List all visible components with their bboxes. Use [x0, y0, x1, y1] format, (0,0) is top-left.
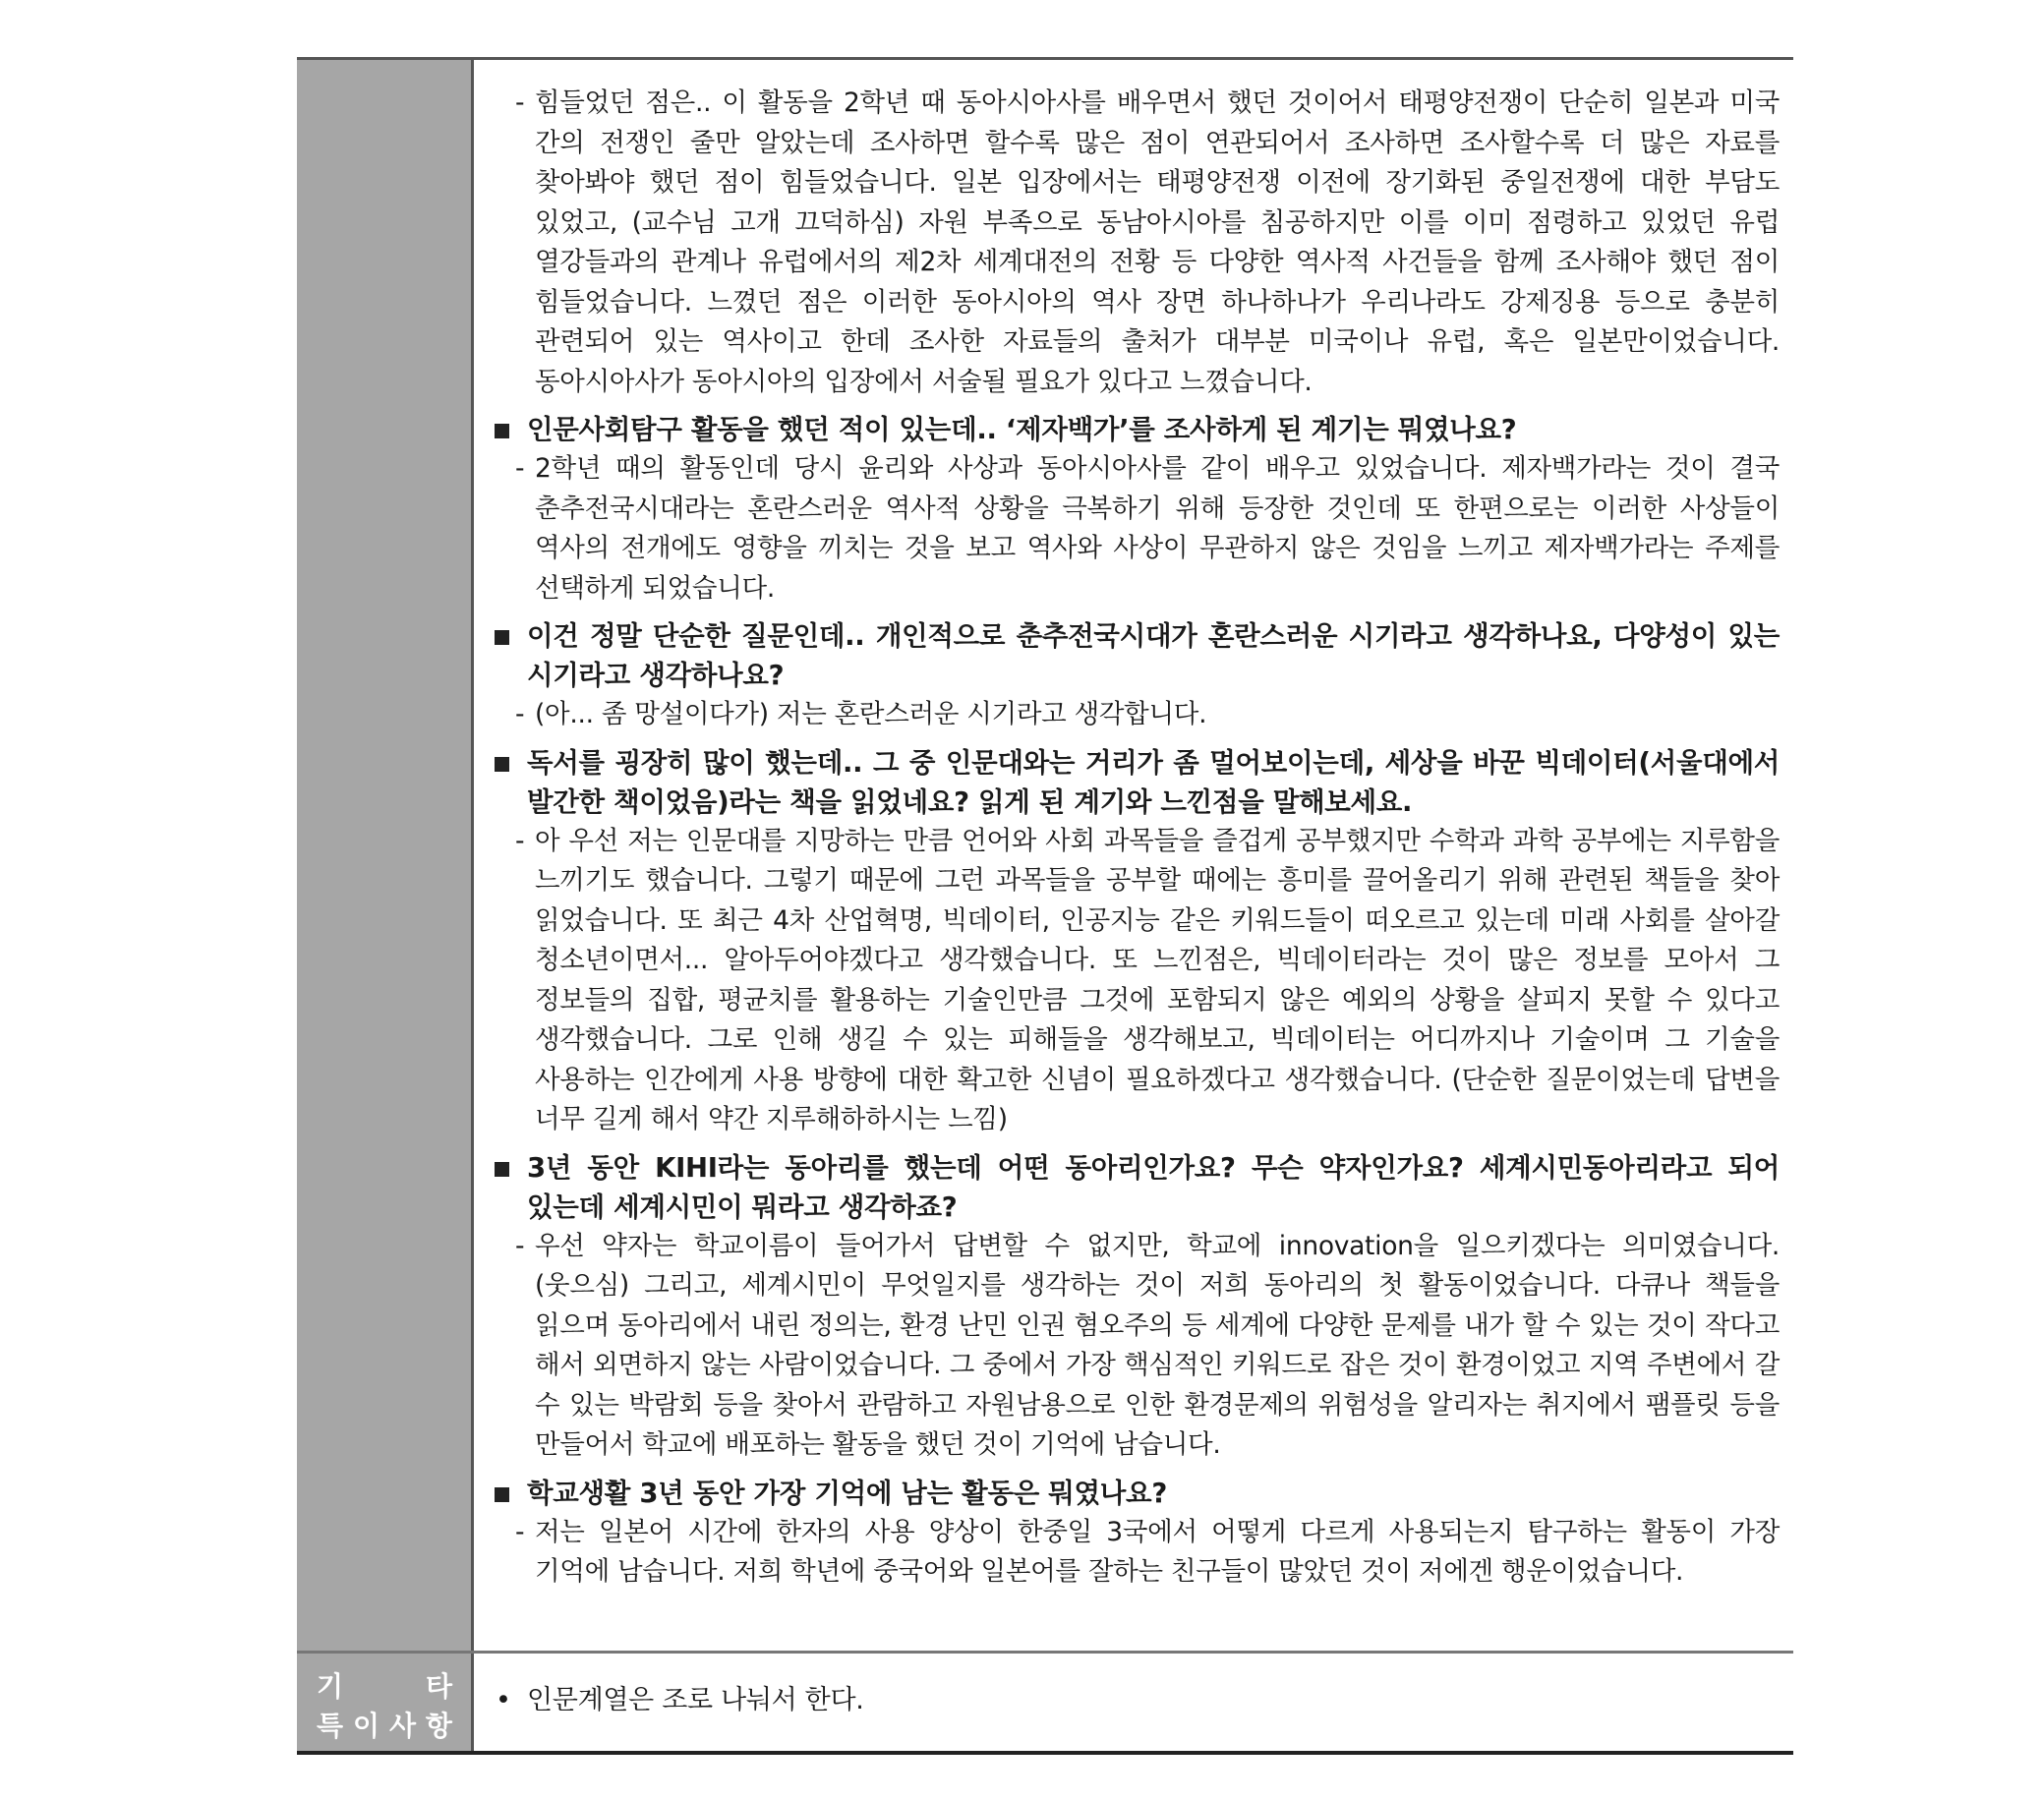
etc-label-char: 특	[317, 1710, 344, 1742]
answer-block	[515, 449, 1780, 609]
answer-text: 저는 일본어 시간에 한자의 사용 양상이 한중일 3국에서 어떻게 다르게 사용되는지 탐구하는 활동이 가장 기억에 남습니다. 저희 학년에 중국어와 일본어를 잘하는 친구들이 많았던 것이 저에겐 행운이었습니다.	[535, 1516, 1780, 1587]
answer-block	[515, 84, 1780, 402]
square-bullet-icon	[492, 1474, 527, 1513]
question-text: 이건 정말 단순한 질문인데.. 개인적으로 춘추전국시대가 혼란스러운 시기라고 생각하나요, 다양성이 있는 시기라고 생각하나요?	[527, 620, 1780, 691]
answer-text: 우선 약자는 학교이름이 들어가서 답변할 수 없지만, 학교에 innovation을 일으키겠다는 의미였습니다. (웃으심) 그리고, 세계시민이 무엇일지를 생각하는 것이 저희 동아리의 첫 활동이었습니다. 다큐나 책들을 읽으며 동아리에서 내린 정의는, 환경 난민 인권 혐오주의 등 세계에 다양한 문제를 내가 할 수 있는 것이 작다고 해서 외면하지 않는 사람이었습니다. 그 중에서 가장 핵심적인 키워드로 잡은 것이 환경이었고 지역 주변에서 갈 수 있는 박람회 등을 찾아서 관람하고 자원남용으로 인한 환경문제의 위험성을 알리자는 취지에서 팸플릿 등을 만들어서 학교에 배포하는 활동을 했던 것이 기억에 남습니다.	[535, 1230, 1780, 1460]
question-text: 학교생활 3년 동안 가장 기억에 남는 활동은 뭐였나요?	[527, 1477, 1167, 1509]
etc-label-cell	[297, 1654, 474, 1751]
etc-label-char: 이	[352, 1710, 380, 1742]
answer-block	[515, 1513, 1780, 1593]
answer-text: 2학년 때의 활동인데 당시 윤리와 사상과 동아시아사를 같이 배우고 있었습니다. 제자백가라는 것이 결국 춘추전국시대라는 혼란스러운 역사적 상황을 극복하기 위해 등장한 것인데 또 한편으로는 이러한 사상들이 역사의 전개에도 영향을 끼치는 것을 보고 역사와 사상이 무관하지 않은 것임을 느끼고 제자백가라는 주제를 선택하게 되었습니다.	[535, 453, 1780, 604]
bullet-dot-icon: •	[496, 1685, 511, 1715]
question-block	[492, 1474, 1780, 1513]
etc-cell	[474, 1654, 1793, 1751]
question-block	[492, 410, 1780, 449]
etc-label-line1	[317, 1665, 452, 1705]
etc-label-char: 항	[425, 1710, 452, 1742]
qa-cell	[474, 60, 1793, 1651]
square-bullet-icon	[492, 616, 527, 695]
dash-marker: -	[515, 453, 525, 484]
answer-text: 아 우선 저는 인문대를 지망하는 만큼 언어와 사회 과목들을 즐겁게 공부했지만 수학과 과학 공부에는 지루함을 느끼기도 했습니다. 그렇기 때문에 그런 과목들을 공부할 때에는 흥미를 끌어올리기 위해 관련된 책들을 찾아 읽었습니다. 또 최근 4차 산업혁명, 빅데이터, 인공지능 같은 키워드들이 떠오르고 있는데 미래 사회를 살아갈 청소년이면서... 알아두어야겠다고 생각했습니다. 또 느낀점은, 빅데이터라는 것이 많은 정보를 모아서 그 정보들의 집합, 평균치를 활용하는 기술인만큼 그것에 포함되지 않은 예외의 상황을 살피지 못할 수 있다고 생각했습니다. 그로 인해 생길 수 있는 피해들을 생각해보고, 빅데이터는 어디까지나 기술이며 그 기술을 사용하는 인간에게 사용 방향에 대한 확고한 신념이 필요하겠다고 생각했습니다. (단순한 질문이었는데 답변을 너무 길게 해서 약간 지루해하하시는 느낌)	[535, 825, 1780, 1134]
etc-row	[297, 1651, 1793, 1751]
square-bullet-icon	[492, 410, 527, 449]
answer-block	[515, 822, 1780, 1140]
dash-marker: -	[515, 1516, 525, 1547]
question-block	[492, 743, 1780, 822]
dash-marker: -	[515, 825, 525, 856]
etc-note	[496, 1681, 864, 1720]
question-block	[492, 1148, 1780, 1227]
interview-record-table	[297, 57, 1793, 1755]
dash-marker: -	[515, 87, 525, 118]
answer-text: 힘들었던 점은.. 이 활동을 2학년 때 동아시아사를 배우면서 했던 것이어서 태평양전쟁이 단순히 일본과 미국 간의 전쟁인 줄만 알았는데 조사하면 할수록 많은 점이 연관되어서 조사하면 조사할수록 더 많은 자료를 찾아봐야 했던 점이 힘들었습니다. 일본 입장에서는 태평양전쟁 이전에 장기화된 중일전쟁에 대한 부담도 있었고, (교수님 고개 끄덕하심) 자원 부족으로 동남아시아를 침공하지만 이를 이미 점령하고 있었던 유럽 열강들과의 관계나 유럽에서의 제2차 세계대전의 전황 등 다양한 역사적 사건들을 함께 조사해야 했던 점이 힘들었습니다. 느꼈던 점은 이러한 동아시아의 역사 장면 하나하나가 우리나라도 강제징용 등으로 충분히 관련되어 있는 역사이고 한데 조사한 자료들의 출처가 대부분 미국이나 유럽, 혹은 일본만이었습니다. 동아시아사가 동아시아의 입장에서 서술될 필요가 있다고 느꼈습니다.	[535, 87, 1780, 397]
dash-marker: -	[515, 699, 525, 729]
question-block	[492, 616, 1780, 695]
qa-row	[297, 60, 1793, 1651]
answer-text: (아... 좀 망설이다가) 저는 혼란스러운 시기라고 생각합니다.	[535, 699, 1207, 729]
etc-label-char: 기	[317, 1670, 344, 1703]
etc-label-char: 사	[388, 1710, 416, 1742]
question-text: 3년 동안 KIHI라는 동아리를 했는데 어떤 동아리인가요? 무슨 약자인가요? 세계시민동아리라고 되어 있는데 세계시민이 뭐라고 생각하죠?	[527, 1151, 1780, 1223]
answer-block	[515, 695, 1780, 735]
etc-note-text: 인문계열은 조로 나눠서 한다.	[527, 1685, 864, 1715]
row-label-cell	[297, 60, 474, 1651]
square-bullet-icon	[492, 1148, 527, 1227]
answer-block	[515, 1227, 1780, 1466]
etc-label-line2	[317, 1705, 452, 1744]
dash-marker: -	[515, 1230, 525, 1261]
qa-list	[492, 84, 1780, 1593]
etc-label	[297, 1654, 474, 1751]
etc-label-char: 타	[425, 1670, 452, 1703]
question-text: 독서를 굉장히 많이 했는데.. 그 중 인문대와는 거리가 좀 멀어보이는데, 세상을 바꾼 빅데이터(서울대에서 발간한 책이었음)라는 책을 읽었네요? 읽게 된 계기와 느낀점을 말해보세요.	[527, 746, 1780, 818]
question-text: 인문사회탐구 활동을 했던 적이 있는데.. ‘제자백가’를 조사하게 된 계기는 뭐였나요?	[527, 414, 1517, 445]
square-bullet-icon	[492, 743, 527, 822]
